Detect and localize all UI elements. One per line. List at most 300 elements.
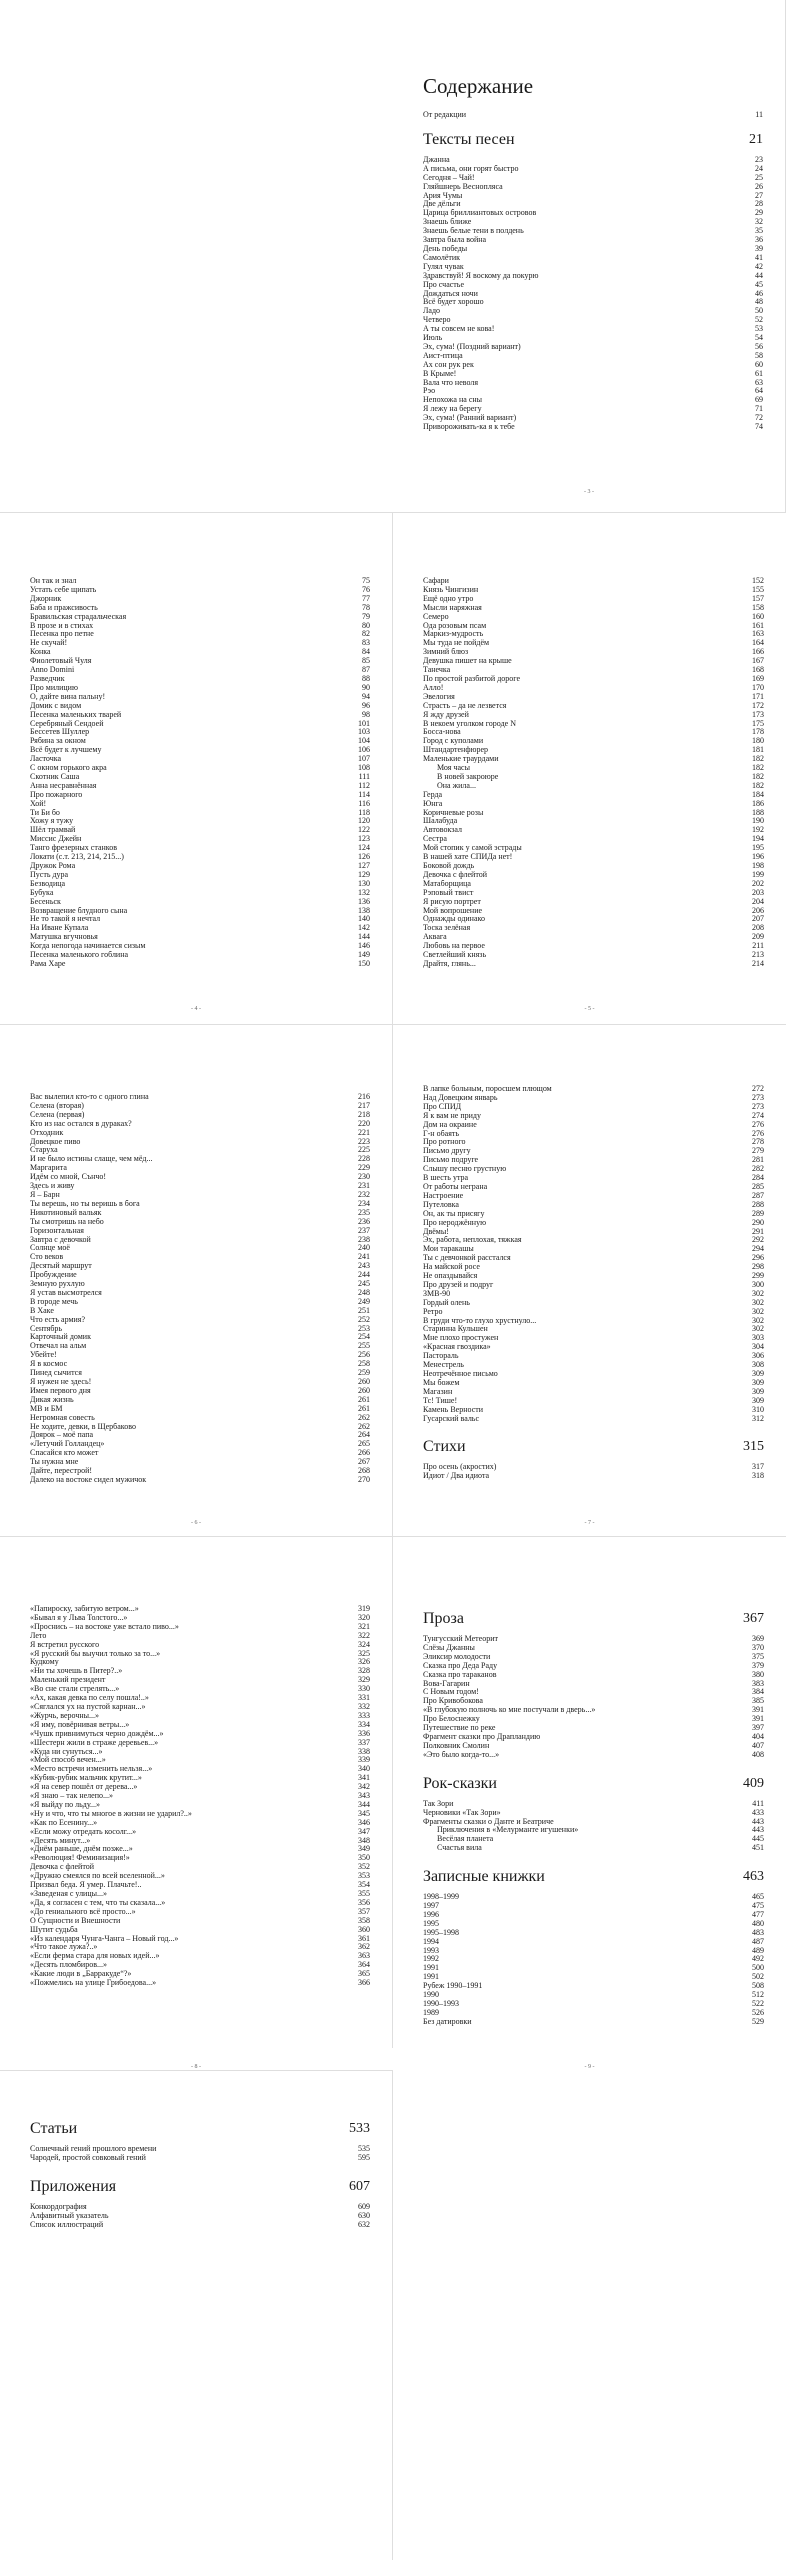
toc-entry[interactable] <box>423 809 764 818</box>
toc-entry[interactable] <box>30 1819 370 1828</box>
toc-entry[interactable] <box>423 1406 764 1415</box>
toc-entry[interactable] <box>423 764 764 773</box>
toc-entry[interactable] <box>30 817 370 826</box>
toc-entry[interactable] <box>423 298 763 307</box>
toc-entry[interactable] <box>30 2212 370 2221</box>
toc-entry[interactable] <box>30 2154 370 2163</box>
toc-entry[interactable] <box>423 630 764 639</box>
toc-entry[interactable] <box>30 1405 370 1414</box>
toc-entry[interactable] <box>423 1688 764 1697</box>
toc-entry[interactable] <box>30 2221 370 2230</box>
entry-page: 167 <box>752 656 764 666</box>
toc-entry[interactable] <box>423 156 763 165</box>
toc-entry[interactable] <box>423 1938 764 1947</box>
toc-entry[interactable] <box>423 307 763 316</box>
toc-entry[interactable] <box>423 657 764 666</box>
toc-entry[interactable] <box>423 844 764 853</box>
toc-entry[interactable] <box>423 1201 764 1210</box>
toc-entry[interactable] <box>423 209 763 218</box>
toc-entry[interactable] <box>30 862 370 871</box>
toc-entry[interactable] <box>423 1183 764 1192</box>
toc-entry[interactable] <box>30 737 370 746</box>
entry-page: 500 <box>752 1963 764 1973</box>
toc-entry[interactable] <box>423 263 763 272</box>
toc-entry[interactable] <box>423 352 763 361</box>
toc-entry[interactable] <box>30 1952 370 1961</box>
toc-entry-intro[interactable]: От редакции 11 <box>423 110 763 119</box>
toc-entry[interactable] <box>423 693 764 702</box>
toc-entry[interactable] <box>423 290 763 299</box>
toc-entry[interactable] <box>30 1387 370 1396</box>
toc-entry[interactable] <box>423 1835 764 1844</box>
toc-entry[interactable] <box>30 924 370 933</box>
toc-entry[interactable] <box>423 1397 764 1406</box>
toc-entry[interactable] <box>30 1236 370 1245</box>
toc-entry[interactable] <box>423 1103 764 1112</box>
toc-entry[interactable] <box>30 622 370 631</box>
toc-entry[interactable] <box>423 334 763 343</box>
toc-entry[interactable] <box>30 1650 370 1659</box>
toc-entry[interactable] <box>423 746 764 755</box>
toc-entry[interactable] <box>423 1388 764 1397</box>
toc-entry[interactable] <box>423 907 764 916</box>
toc-entry[interactable] <box>30 1396 370 1405</box>
toc-entry[interactable] <box>423 737 764 746</box>
toc-entry[interactable] <box>423 1671 764 1680</box>
entry-page: 273 <box>752 1101 764 1111</box>
toc-entry[interactable] <box>423 1130 764 1139</box>
entry-title: В груди что-то глухо хрустнуло... <box>423 1316 537 1325</box>
toc-entry[interactable] <box>423 1991 764 2000</box>
toc-entry[interactable] <box>30 1369 370 1378</box>
toc-entry[interactable] <box>30 1810 370 1819</box>
toc-entry[interactable] <box>423 942 764 951</box>
toc-entry[interactable] <box>30 898 370 907</box>
toc-entry[interactable] <box>423 595 764 604</box>
toc-entry[interactable] <box>30 666 370 675</box>
toc-entry[interactable] <box>423 817 764 826</box>
toc-entry[interactable] <box>423 1228 764 1237</box>
toc-entry[interactable] <box>30 960 370 969</box>
toc-entry[interactable] <box>30 782 370 791</box>
toc-entry[interactable] <box>30 1881 370 1890</box>
toc-entry[interactable] <box>423 675 764 684</box>
toc-entry[interactable] <box>30 1191 370 1200</box>
toc-entry[interactable] <box>423 1379 764 1388</box>
toc-entry[interactable] <box>423 613 764 622</box>
toc-entry[interactable] <box>423 183 763 192</box>
toc-entry[interactable] <box>30 1632 370 1641</box>
toc-entry[interactable] <box>423 1219 764 1228</box>
toc-entry[interactable] <box>30 1244 370 1253</box>
toc-entry[interactable] <box>423 1263 764 1272</box>
toc-entry[interactable] <box>423 720 764 729</box>
toc-entry[interactable] <box>30 755 370 764</box>
toc-entry[interactable] <box>423 1094 764 1103</box>
toc-entry[interactable] <box>30 1943 370 1952</box>
toc-entry[interactable] <box>30 1837 370 1846</box>
toc-entry[interactable] <box>423 1281 764 1290</box>
toc-entry[interactable] <box>423 889 764 898</box>
toc-entry[interactable] <box>423 1334 764 1343</box>
toc-entry[interactable] <box>30 728 370 737</box>
toc-entry[interactable] <box>423 1644 764 1653</box>
entry-page: 380 <box>752 1669 764 1679</box>
toc-entry[interactable] <box>30 1863 370 1872</box>
toc-entry[interactable] <box>423 1982 764 1991</box>
toc-entry[interactable] <box>423 1192 764 1201</box>
toc-entry[interactable] <box>423 361 763 370</box>
toc-entry[interactable] <box>423 1826 764 1835</box>
toc-entry[interactable] <box>30 1476 370 1485</box>
entry-title: Имея первого дня <box>30 1386 91 1395</box>
toc-entry[interactable] <box>423 370 763 379</box>
toc-entry[interactable] <box>30 1854 370 1863</box>
toc-entry[interactable] <box>30 1467 370 1476</box>
toc-entry[interactable] <box>423 604 764 613</box>
toc-entry[interactable] <box>30 657 370 666</box>
entry-title: «Да, я согласен с тем, что ты сказала...» <box>30 1898 166 1907</box>
toc-entry[interactable] <box>423 1156 764 1165</box>
toc-entry[interactable] <box>30 1164 370 1173</box>
toc-entry[interactable] <box>423 2018 764 2027</box>
toc-entry[interactable] <box>423 1138 764 1147</box>
toc-entry[interactable] <box>423 405 763 414</box>
toc-entry[interactable] <box>30 1449 370 1458</box>
toc-entry[interactable] <box>30 1676 370 1685</box>
toc-entry[interactable] <box>30 1899 370 1908</box>
toc-entry[interactable] <box>423 325 763 334</box>
toc-entry[interactable] <box>423 639 764 648</box>
toc-entry[interactable] <box>30 1970 370 1979</box>
toc-entry[interactable] <box>30 639 370 648</box>
toc-entry[interactable] <box>30 2145 370 2154</box>
toc-entry[interactable] <box>30 1712 370 1721</box>
toc-entry[interactable] <box>30 942 370 951</box>
toc-entry[interactable] <box>423 1472 764 1481</box>
entry-title: Призвал беда. Я умер. Плачьте!.. <box>30 1881 142 1890</box>
toc-entry[interactable] <box>30 1093 370 1102</box>
toc-entry[interactable] <box>30 1102 370 1111</box>
toc-entry[interactable] <box>30 933 370 942</box>
toc-entry[interactable] <box>423 826 764 835</box>
toc-entry[interactable] <box>30 2203 370 2212</box>
toc-entry[interactable] <box>423 1121 764 1130</box>
toc-entry[interactable] <box>423 666 764 675</box>
toc-entry[interactable] <box>30 1414 370 1423</box>
toc-entry[interactable] <box>423 1893 764 1902</box>
toc-entry[interactable] <box>30 1333 370 1342</box>
toc-entry[interactable] <box>30 613 370 622</box>
toc-entry[interactable] <box>423 1370 764 1379</box>
toc-entry[interactable] <box>423 1964 764 1973</box>
toc-entry[interactable] <box>423 577 764 586</box>
toc-entry[interactable] <box>423 782 764 791</box>
toc-entry[interactable] <box>30 1440 370 1449</box>
toc-entry[interactable] <box>30 1173 370 1182</box>
toc-entry[interactable] <box>423 1800 764 1809</box>
toc-entry[interactable] <box>423 791 764 800</box>
toc-entry[interactable] <box>30 1298 370 1307</box>
toc-entry[interactable] <box>30 1721 370 1730</box>
toc-entry[interactable] <box>30 1209 370 1218</box>
toc-entry[interactable] <box>423 880 764 889</box>
toc-entry[interactable] <box>423 1308 764 1317</box>
toc-entry[interactable] <box>30 586 370 595</box>
toc-entry[interactable] <box>423 1809 764 1818</box>
toc-entry[interactable] <box>30 1316 370 1325</box>
toc-entry[interactable] <box>423 648 764 657</box>
toc-entry[interactable] <box>30 826 370 835</box>
toc-entry[interactable] <box>30 1917 370 1926</box>
toc-entry[interactable] <box>423 174 763 183</box>
toc-entry[interactable] <box>30 1146 370 1155</box>
toc-entry[interactable] <box>30 1685 370 1694</box>
toc-entry[interactable] <box>30 1890 370 1899</box>
toc-entry[interactable] <box>423 1955 764 1964</box>
toc-entry[interactable] <box>423 1343 764 1352</box>
toc-entry[interactable] <box>423 1680 764 1689</box>
entry-page: 132 <box>358 887 370 897</box>
toc-entry[interactable] <box>30 702 370 711</box>
toc-entry[interactable] <box>30 880 370 889</box>
toc-entry[interactable] <box>30 1200 370 1209</box>
toc-entry[interactable] <box>30 1667 370 1676</box>
toc-entry[interactable] <box>30 1262 370 1271</box>
toc-entry[interactable] <box>423 1653 764 1662</box>
toc-entry[interactable] <box>423 1751 764 1760</box>
toc-entry[interactable] <box>30 1458 370 1467</box>
toc-entry[interactable] <box>423 800 764 809</box>
toc-entry[interactable] <box>423 862 764 871</box>
toc-entry[interactable] <box>423 200 763 209</box>
toc-entry[interactable] <box>423 1290 764 1299</box>
toc-entry[interactable] <box>30 951 370 960</box>
toc-entry[interactable] <box>30 1111 370 1120</box>
toc-entry[interactable] <box>423 1947 764 1956</box>
toc-entry[interactable] <box>423 1147 764 1156</box>
toc-entry[interactable] <box>423 1724 764 1733</box>
toc-entry[interactable] <box>423 192 763 201</box>
toc-entry[interactable] <box>423 1733 764 1742</box>
toc-entry[interactable] <box>423 951 764 960</box>
toc-entry[interactable] <box>30 1845 370 1854</box>
toc-entry[interactable] <box>423 281 763 290</box>
toc-entry[interactable] <box>423 586 764 595</box>
toc-entry[interactable] <box>30 1360 370 1369</box>
toc-entry[interactable] <box>423 1254 764 1263</box>
toc-entry[interactable] <box>30 648 370 657</box>
toc-entry[interactable] <box>30 1431 370 1440</box>
toc-entry[interactable] <box>30 1658 370 1667</box>
toc-entry[interactable] <box>423 773 764 782</box>
toc-entry[interactable] <box>30 746 370 755</box>
toc-entry[interactable] <box>30 1155 370 1164</box>
toc-entry[interactable] <box>423 1210 764 1219</box>
toc-entry[interactable] <box>30 1605 370 1614</box>
toc-entry[interactable] <box>423 379 763 388</box>
toc-entry[interactable] <box>423 1742 764 1751</box>
toc-entry[interactable] <box>30 595 370 604</box>
toc-entry[interactable] <box>423 898 764 907</box>
toc-entry[interactable] <box>423 1352 764 1361</box>
toc-entry[interactable] <box>423 236 763 245</box>
toc-entry[interactable] <box>423 871 764 880</box>
toc-entry[interactable] <box>30 1120 370 1129</box>
toc-entry[interactable] <box>30 1218 370 1227</box>
toc-entry[interactable] <box>30 1614 370 1623</box>
toc-entry[interactable] <box>30 684 370 693</box>
toc-entry[interactable] <box>30 871 370 880</box>
toc-entry[interactable] <box>30 577 370 586</box>
toc-entry[interactable] <box>30 844 370 853</box>
toc-entry[interactable] <box>423 924 764 933</box>
toc-entry[interactable] <box>423 933 764 942</box>
toc-entry[interactable] <box>30 1828 370 1837</box>
toc-entry[interactable] <box>30 791 370 800</box>
toc-entry[interactable] <box>423 1715 764 1724</box>
toc-entry[interactable] <box>30 711 370 720</box>
toc-entry[interactable] <box>423 1236 764 1245</box>
toc-entry[interactable] <box>423 165 763 174</box>
toc-entry[interactable] <box>30 835 370 844</box>
toc-entry[interactable] <box>30 1765 370 1774</box>
toc-entry[interactable] <box>30 1280 370 1289</box>
toc-entry[interactable] <box>30 1774 370 1783</box>
toc-entry[interactable] <box>423 684 764 693</box>
toc-entry[interactable] <box>423 960 764 969</box>
toc-entry[interactable] <box>423 423 763 432</box>
toc-entry[interactable] <box>423 853 764 862</box>
toc-entry[interactable] <box>30 764 370 773</box>
entry-page: 90 <box>362 682 370 692</box>
toc-entry[interactable] <box>423 1662 764 1671</box>
entry-page: 228 <box>358 1154 370 1164</box>
toc-entry[interactable] <box>30 1182 370 1191</box>
toc-entry[interactable] <box>423 755 764 764</box>
entry-page: 298 <box>752 1262 764 1272</box>
toc-entry[interactable] <box>30 1792 370 1801</box>
toc-entry[interactable] <box>423 1818 764 1827</box>
toc-entry[interactable] <box>423 2000 764 2009</box>
toc-entry[interactable] <box>30 604 370 613</box>
toc-entry[interactable] <box>30 1756 370 1765</box>
toc-entry[interactable] <box>30 1325 370 1334</box>
toc-entry[interactable] <box>423 414 763 423</box>
toc-entry[interactable] <box>30 1935 370 1944</box>
entry-page: 354 <box>358 1880 370 1890</box>
toc-entry[interactable] <box>30 1908 370 1917</box>
toc-entry[interactable] <box>423 835 764 844</box>
toc-entry[interactable] <box>423 1174 764 1183</box>
toc-entry[interactable] <box>30 675 370 684</box>
toc-entry[interactable] <box>30 630 370 639</box>
toc-entry[interactable] <box>30 773 370 782</box>
toc-entry[interactable] <box>30 1694 370 1703</box>
toc-entry[interactable] <box>423 1929 764 1938</box>
toc-entry[interactable] <box>30 1623 370 1632</box>
toc-entry[interactable] <box>30 1423 370 1432</box>
toc-entry[interactable] <box>30 693 370 702</box>
toc-entry[interactable] <box>423 1844 764 1853</box>
toc-entry[interactable] <box>30 1271 370 1280</box>
toc-entry[interactable] <box>423 218 763 227</box>
toc-entry[interactable] <box>30 1351 370 1360</box>
toc-entry[interactable] <box>30 1872 370 1881</box>
toc-entry[interactable] <box>30 1801 370 1810</box>
toc-entry[interactable] <box>30 1926 370 1935</box>
toc-entry[interactable] <box>423 1112 764 1121</box>
toc-entry[interactable] <box>423 1706 764 1715</box>
toc-entry[interactable] <box>30 1641 370 1650</box>
toc-entry[interactable] <box>423 711 764 720</box>
toc-entry[interactable] <box>30 800 370 809</box>
toc-entry[interactable] <box>30 1730 370 1739</box>
toc-entry[interactable] <box>30 1378 370 1387</box>
toc-entry[interactable] <box>423 1299 764 1308</box>
toc-entry[interactable] <box>423 1317 764 1326</box>
toc-entry[interactable] <box>30 1961 370 1970</box>
toc-entry[interactable] <box>423 1911 764 1920</box>
toc-entry[interactable] <box>423 1325 764 1334</box>
toc-entry[interactable] <box>423 702 764 711</box>
toc-entry[interactable] <box>423 1920 764 1929</box>
toc-entry[interactable] <box>423 1415 764 1424</box>
toc-entry[interactable] <box>30 720 370 729</box>
toc-entry[interactable] <box>423 1245 764 1254</box>
toc-entry[interactable] <box>423 915 764 924</box>
toc-entry[interactable] <box>30 1307 370 1316</box>
toc-entry[interactable] <box>423 1973 764 1982</box>
toc-entry[interactable] <box>423 1165 764 1174</box>
toc-entry[interactable] <box>30 1703 370 1712</box>
toc-entry[interactable] <box>30 889 370 898</box>
toc-entry[interactable] <box>30 1138 370 1147</box>
toc-entry[interactable] <box>423 343 763 352</box>
toc-entry[interactable] <box>423 316 763 325</box>
toc-entry[interactable] <box>30 853 370 862</box>
toc-entry[interactable] <box>423 396 763 405</box>
toc-entry[interactable] <box>423 1902 764 1911</box>
toc-entry[interactable] <box>423 1635 764 1644</box>
toc-entry[interactable] <box>423 272 763 281</box>
toc-entry[interactable] <box>423 1361 764 1370</box>
toc-entry[interactable] <box>30 1342 370 1351</box>
toc-entry[interactable] <box>423 622 764 631</box>
toc-entry[interactable] <box>30 1783 370 1792</box>
toc-entry[interactable] <box>30 915 370 924</box>
toc-entry[interactable] <box>30 907 370 916</box>
toc-entry[interactable] <box>423 254 763 263</box>
toc-entry[interactable] <box>30 1129 370 1138</box>
toc-entry[interactable] <box>30 809 370 818</box>
toc-entry[interactable] <box>423 387 763 396</box>
toc-entry[interactable] <box>30 1289 370 1298</box>
toc-entry[interactable] <box>423 1463 764 1472</box>
toc-entry[interactable] <box>30 1979 370 1988</box>
toc-entry[interactable] <box>423 1085 764 1094</box>
toc-entry[interactable] <box>30 1739 370 1748</box>
toc-entry[interactable] <box>423 2009 764 2018</box>
toc-entry[interactable] <box>423 1272 764 1281</box>
toc-entry[interactable] <box>30 1748 370 1757</box>
toc-entry[interactable] <box>423 728 764 737</box>
toc-entry[interactable] <box>423 1697 764 1706</box>
toc-entry[interactable] <box>423 245 763 254</box>
toc-entry[interactable] <box>30 1227 370 1236</box>
toc-entry[interactable] <box>30 1253 370 1262</box>
toc-entry[interactable] <box>423 227 763 236</box>
